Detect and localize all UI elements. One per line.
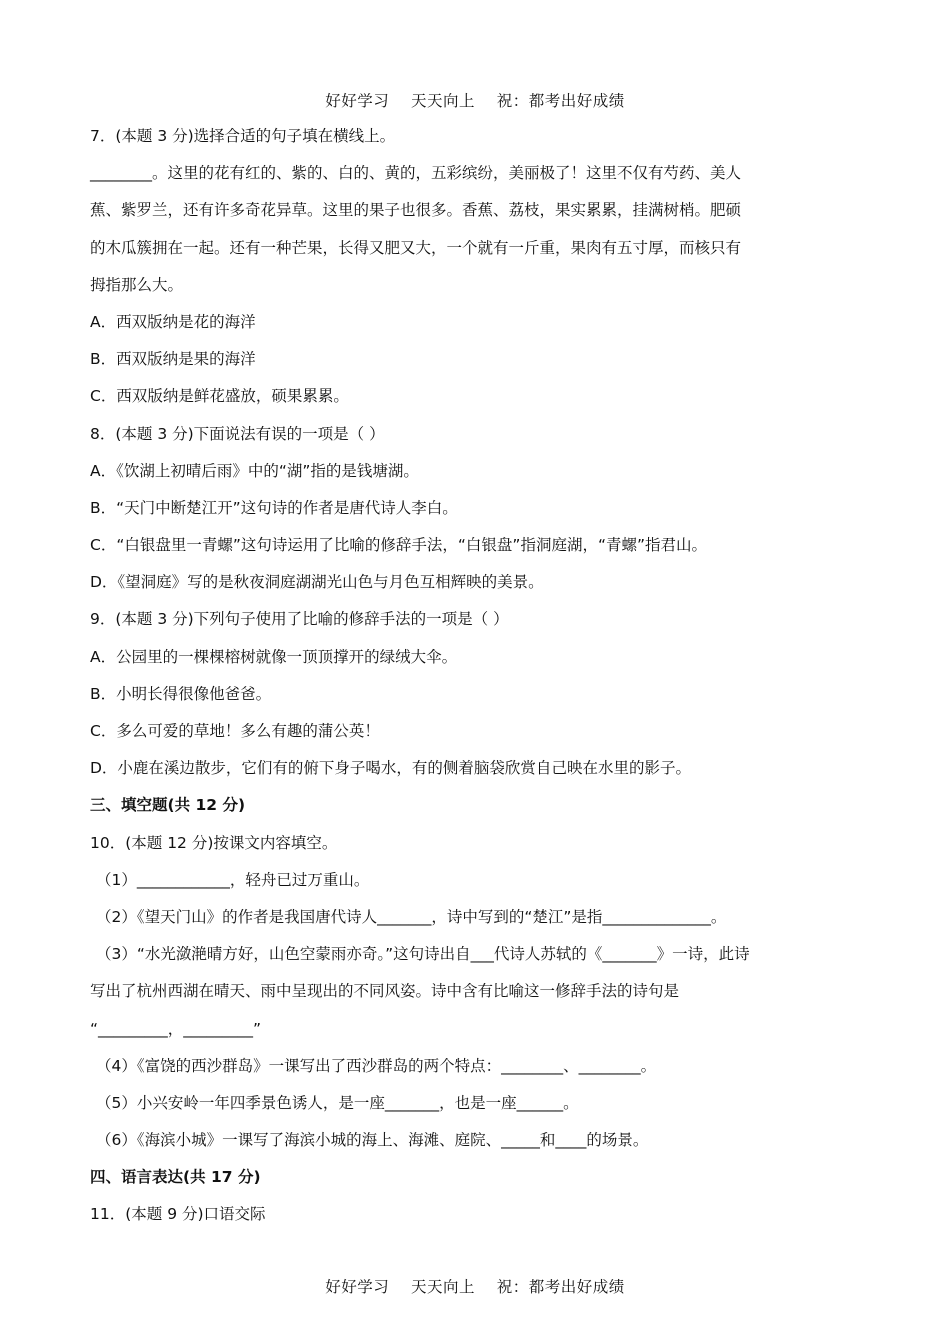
question-10-item-1: （1）____________，轻舟已过万重山。 — [96, 870, 370, 889]
page-header: 好好学习 天天向上 祝：都考出好成绩 — [325, 92, 625, 110]
question-7-passage-line: 的木瓜簇拥在一起。还有一种芒果，长得又肥又大，一个就有一斤重，果肉有五寸厚，而核只有 — [90, 238, 742, 257]
question-8-option-c: C．“白银盘里一青螺”这句诗运用了比喻的修辞手法，“白银盘”指洞庭湖，“青螺”指君山。 — [90, 536, 708, 555]
question-7-passage-line: ________。这里的花有红的、紫的、白的、黄的，五彩缤纷，美丽极了！这里不仅有芍药、美人 — [90, 164, 742, 183]
question-10-item-3: （3）“水光潋滟晴方好，山色空蒙雨亦奇。”这句诗出自___代诗人苏轼的《_______》一诗，此诗 — [96, 945, 750, 964]
question-10-stem: 10．(本题 12 分)按课文内容填空。 — [90, 833, 338, 852]
question-10-item-5: （5）小兴安岭一年四季景色诱人，是一座_______，也是一座______。 — [96, 1093, 579, 1112]
question-7-stem: 7．(本题 3 分)选择合适的句子填在横线上。 — [90, 127, 396, 145]
question-10-item-4: （4）《富饶的西沙群岛》一课写出了西沙群岛的两个特点：________、________。 — [96, 1056, 657, 1075]
question-8-option-b: B．“天门中断楚江开”这句诗的作者是唐代诗人李白。 — [90, 498, 458, 517]
question-7-passage-line: 蕉、紫罗兰，还有许多奇花异草。这里的果子也很多。香蕉、荔枝，果实累累，挂满树梢。肥硕 — [90, 201, 742, 220]
question-9-option-b: B．小明长得很像他爸爸。 — [90, 684, 272, 703]
section-3-heading: 三、填空题(共 12 分) — [90, 796, 246, 815]
page-footer: 好好学习 天天向上 祝：都考出好成绩 — [325, 1278, 625, 1296]
question-8-stem: 8．(本题 3 分)下面说法有误的一项是（ ） — [90, 424, 385, 443]
question-9-stem: 9．(本题 3 分)下列句子使用了比喻的修辞手法的一项是（ ） — [90, 610, 509, 629]
question-10-item-3-continued: 写出了杭州西湖在晴天、雨中呈现出的不同风姿。诗中含有比喻这一修辞手法的诗句是 — [90, 982, 680, 1001]
question-9-option-a: A．公园里的一棵棵榕树就像一顶顶撑开的绿绒大伞。 — [90, 647, 458, 666]
question-8-option-d: D．《望洞庭》写的是秋夜洞庭湖湖光山色与月色互相辉映的美景。 — [90, 573, 544, 592]
question-10-item-6: （6）《海滨小城》一课写了海滨小城的海上、海滩、庭院、_____和____的场景。 — [96, 1131, 649, 1150]
question-10-item-3-answer-blanks: “_________，_________” — [90, 1019, 262, 1038]
question-11-stem: 11．(本题 9 分)口语交际 — [90, 1205, 266, 1224]
question-7-option-a: A．西双版纳是花的海洋 — [90, 312, 256, 331]
exam-content — [90, 118, 800, 1234]
question-9-option-c: C．多么可爱的草地！多么有趣的蒲公英！ — [90, 722, 380, 740]
question-8-option-a: A．《饮湖上初晴后雨》中的“湖”指的是钱塘湖。 — [90, 461, 419, 480]
question-7-option-c: C．西双版纳是鲜花盛放，硕果累累。 — [90, 387, 349, 406]
question-7-option-b: B．西双版纳是果的海洋 — [90, 350, 256, 369]
section-4-heading: 四、语言表达(共 17 分) — [90, 1168, 261, 1187]
question-7-passage-line: 拇指那么大。 — [90, 275, 184, 294]
question-10-item-2: （2）《望天门山》的作者是我国唐代诗人_______，诗中写到的“楚江”是指______________。 — [96, 907, 727, 926]
question-9-option-d: D．小鹿在溪边散步，它们有的俯下身子喝水，有的侧着脑袋欣赏自己映在水里的影子。 — [90, 759, 691, 778]
